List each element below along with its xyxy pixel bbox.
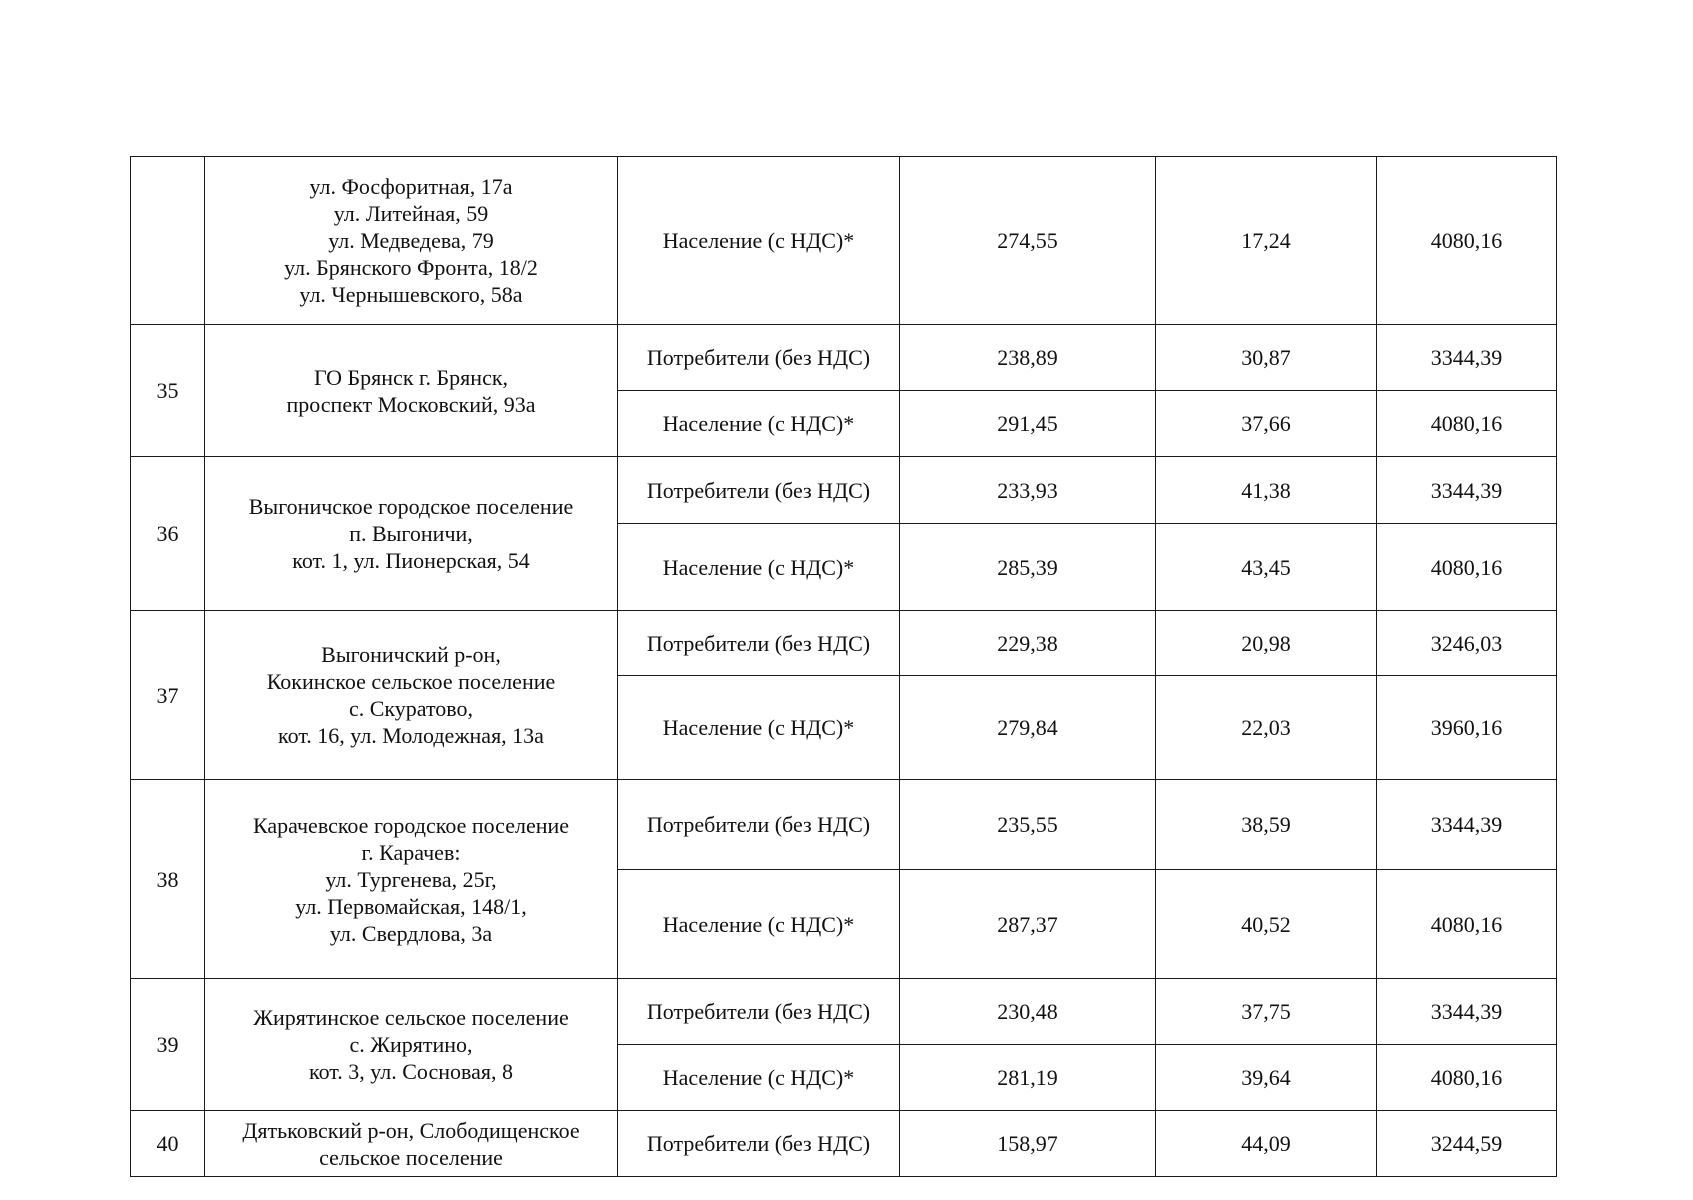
table-row (131, 157, 1557, 325)
address-line: ГО Брянск г. Брянск, (313, 364, 509, 390)
tariff-value-1: 285,39 (900, 524, 1156, 611)
address-line: Кокинское сельское поселение (266, 669, 556, 694)
address-line: ул. Свердлова, 3а (329, 920, 493, 946)
address-cell (205, 611, 618, 780)
address-cell (205, 780, 618, 979)
tariff-value-2: 43,45 (1156, 524, 1377, 611)
address-line: Выгоничское городское поселение (248, 494, 574, 519)
address-cell (205, 457, 618, 611)
address-cell (205, 157, 618, 325)
tariff-value-2: 22,03 (1156, 676, 1377, 780)
tariff-value-1: 238,89 (900, 325, 1156, 391)
tariff-value-2: 44,09 (1156, 1111, 1377, 1177)
address-line: с. Жирятино, (349, 1032, 473, 1057)
consumer-category: Население (с НДС)* (618, 1045, 900, 1111)
tariff-value-3: 4080,16 (1377, 157, 1557, 325)
address-line: п. Выгоничи, (349, 521, 473, 546)
address-line: кот. 1, ул. Пионерская, 54 (292, 548, 530, 573)
tariff-value-3: 3344,39 (1377, 325, 1557, 391)
tariff-value-1: 233,93 (900, 457, 1156, 524)
address-line: кот. 3, ул. Сосновая, 8 (309, 1059, 513, 1084)
address-cell (205, 979, 618, 1111)
tariff-value-2: 41,38 (1156, 457, 1377, 524)
address-line: ул. Брянского Фронта, 18/2 (284, 255, 538, 280)
consumer-category: Население (с НДС)* (618, 676, 900, 780)
address-line: кот. 16, ул. Молодежная, 13а (278, 723, 544, 748)
table-row (131, 611, 1557, 676)
consumer-category: Потребители (без НДС) (618, 325, 900, 391)
tariff-value-2: 37,75 (1156, 979, 1377, 1045)
consumer-category: Население (с НДС)* (618, 391, 900, 457)
tariff-value-2: 39,64 (1156, 1045, 1377, 1111)
row-number: 35 (131, 325, 205, 457)
tariff-value-3: 3344,39 (1377, 457, 1557, 524)
address-line: с. Скуратово, (348, 696, 474, 721)
tariff-value-1: 230,48 (900, 979, 1156, 1045)
tariff-value-3: 3246,03 (1377, 611, 1557, 676)
table-row (131, 979, 1557, 1045)
row-number: 39 (131, 979, 205, 1111)
tariff-value-2: 38,59 (1156, 780, 1377, 870)
tariff-value-1: 281,19 (900, 1045, 1156, 1111)
consumer-category: Потребители (без НДС) (618, 1111, 900, 1177)
address-line: ул. Первомайская, 148/1, (295, 893, 527, 919)
tariff-value-1: 235,55 (900, 780, 1156, 870)
address-line: ул. Тургенева, 25г, (325, 866, 497, 892)
tariff-value-3: 4080,16 (1377, 524, 1557, 611)
consumer-category: Потребители (без НДС) (618, 780, 900, 870)
address-cell (205, 325, 618, 457)
table-row (131, 1111, 1557, 1177)
address-line: Жирятинское сельское поселение (253, 1005, 569, 1030)
table-row (131, 780, 1557, 870)
address-line: проспект Московский, 93а (286, 391, 536, 417)
address-line: Выгоничский р-он, (321, 642, 501, 667)
address-cell (205, 1111, 618, 1177)
tariff-value-3: 3244,59 (1377, 1111, 1557, 1177)
address-line: ул. Медведева, 79 (328, 228, 494, 253)
tariff-value-2: 17,24 (1156, 157, 1377, 325)
address-line: г. Карачев: (361, 839, 461, 865)
row-number: 37 (131, 611, 205, 780)
tariff-value-1: 229,38 (900, 611, 1156, 676)
address-line: Карачевское городское поселение (252, 812, 570, 838)
tariff-value-1: 279,84 (900, 676, 1156, 780)
address-line: ул. Чернышевского, 58а (299, 282, 523, 307)
tariff-value-3: 4080,16 (1377, 1045, 1557, 1111)
tariff-value-3: 4080,16 (1377, 391, 1557, 457)
address-line: сельское поселение (319, 1144, 503, 1170)
address-line: ул. Фосфоритная, 17а (309, 174, 513, 199)
table-row (131, 457, 1557, 524)
row-number: 38 (131, 780, 205, 979)
consumer-category: Население (с НДС)* (618, 524, 900, 611)
consumer-category: Население (с НДС)* (618, 157, 900, 325)
tariff-value-2: 37,66 (1156, 391, 1377, 457)
tariff-value-3: 3344,39 (1377, 780, 1557, 870)
tariff-table (130, 156, 1557, 1177)
tariff-value-3: 4080,16 (1377, 870, 1557, 979)
row-number (131, 157, 205, 325)
consumer-category: Потребители (без НДС) (618, 611, 900, 676)
tariff-value-1: 158,97 (900, 1111, 1156, 1177)
tariff-value-3: 3960,16 (1377, 676, 1557, 780)
tariff-value-1: 291,45 (900, 391, 1156, 457)
tariff-value-1: 274,55 (900, 157, 1156, 325)
tariff-value-3: 3344,39 (1377, 979, 1557, 1045)
consumer-category: Потребители (без НДС) (618, 457, 900, 524)
row-number: 36 (131, 457, 205, 611)
tariff-value-2: 20,98 (1156, 611, 1377, 676)
row-number: 40 (131, 1111, 205, 1177)
consumer-category: Потребители (без НДС) (618, 979, 900, 1045)
tariff-value-1: 287,37 (900, 870, 1156, 979)
address-line: ул. Литейная, 59 (333, 201, 489, 226)
tariff-value-2: 40,52 (1156, 870, 1377, 979)
tariff-value-2: 30,87 (1156, 325, 1377, 391)
table-row (131, 325, 1557, 391)
consumer-category: Население (с НДС)* (618, 870, 900, 979)
address-line: Дятьковский р-он, Слободищенское (242, 1117, 580, 1143)
